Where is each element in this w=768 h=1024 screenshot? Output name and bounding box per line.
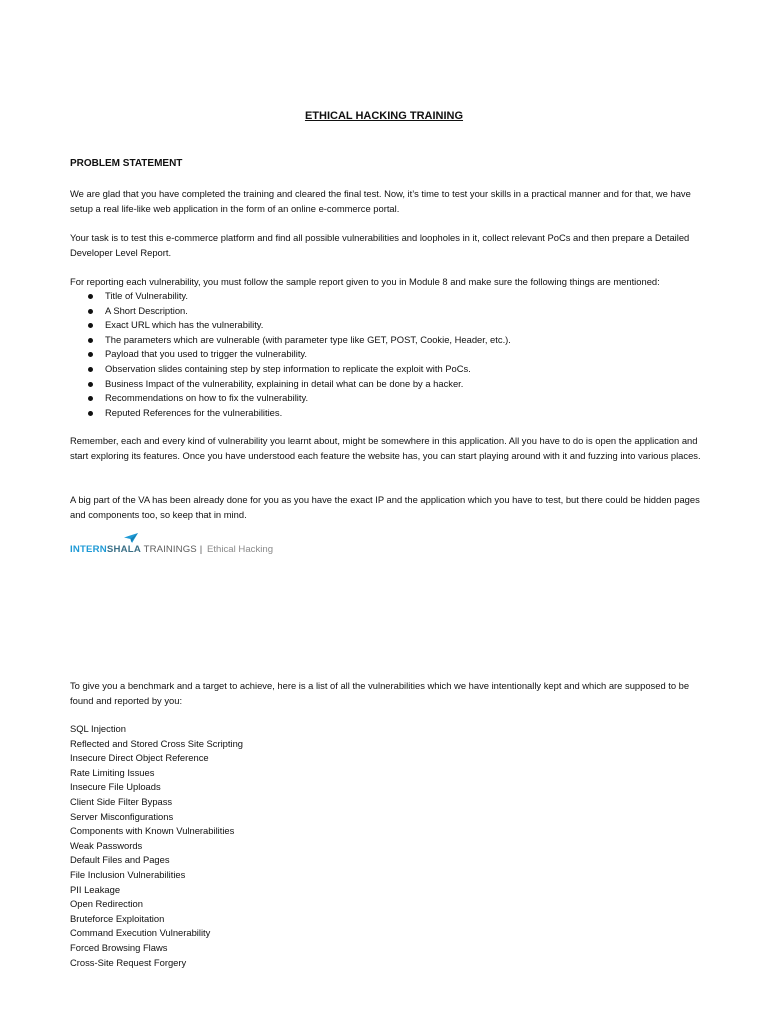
brand-wordmark <box>70 544 273 556</box>
remember-paragraph: Remember, each and every kind of vulnerability you learnt about, might be somewhere in this application. All you have to do is open the application and start exploring its features. Once you have understood each feature the website has, you can start playing around with it and fuzzing into various places. <box>70 435 701 461</box>
brand-shala-text: SHALA <box>106 544 141 555</box>
vulnerability-list <box>70 722 243 970</box>
bullet-icon <box>88 323 93 328</box>
paper-plane-icon <box>124 533 138 543</box>
intro-paragraph: We are glad that you have completed the training and cleared the final test. Now, it’s time to test your skills in a practical manner and for that, we have setup a real life-like web application in the form of an online e-commerce portal. <box>70 188 691 214</box>
report-requirement-item: Payload that you used to trigger the vulnerability. <box>84 347 511 362</box>
report-requirement-item: A Short Description. <box>84 304 511 319</box>
vulnerability-item: File Inclusion Vulnerabilities <box>70 868 186 880</box>
report-requirement-item: Exact URL which has the vulnerability. <box>84 318 511 333</box>
vulnerability-item: Reflected and Stored Cross Site Scripting <box>70 737 244 749</box>
brand-separator: | <box>199 544 203 555</box>
report-requirement-item: Observation slides containing step by step information to replicate the exploit with PoCs. <box>84 362 511 377</box>
benchmark-paragraph: To give you a benchmark and a target to achieve, here is a list of all the vulnerabilities which we have intentionally kept and which are supposed to be found and reported by you: <box>70 680 690 706</box>
reporting-paragraph: For reporting each vulnerability, you must follow the sample report given to you in Module 8 and make sure the following things are mentioned: <box>70 276 660 287</box>
report-requirement-item: Business Impact of the vulnerability, explaining in detail what can be done by a hacker. <box>84 377 511 392</box>
bullet-icon <box>88 352 93 357</box>
internshala-trainings-logo <box>70 533 290 559</box>
vulnerability-item: Command Execution Vulnerability <box>70 927 211 939</box>
report-requirement-item: Reputed References for the vulnerabilities. <box>84 406 511 421</box>
vulnerability-item: Bruteforce Exploitation <box>70 912 165 924</box>
vulnerability-item: PII Leakage <box>70 883 121 895</box>
vulnerability-item: Forced Browsing Flaws <box>70 941 168 953</box>
vulnerability-item: Rate Limiting Issues <box>70 766 155 778</box>
report-requirements-list <box>84 289 511 420</box>
vulnerability-item: SQL Injection <box>70 723 126 734</box>
vulnerability-item: Default Files and Pages <box>70 854 170 866</box>
document-title: ETHICAL HACKING TRAINING <box>304 110 464 122</box>
task-paragraph: Your task is to test this e-commerce platform and find all possible vulnerabilities and loopholes in it, collect relevant PoCs and then prepare a Detailed Developer Level Report. <box>70 232 690 258</box>
bullet-icon <box>88 367 93 372</box>
vulnerability-item: Cross-Site Request Forgery <box>70 956 187 968</box>
vulnerability-item: Weak Passwords <box>70 839 143 851</box>
brand-course-text: Ethical Hacking <box>206 544 274 555</box>
bullet-icon <box>88 396 93 401</box>
report-requirement-item: The parameters which are vulnerable (with parameter type like GET, POST, Cookie, Header, etc.). <box>84 333 511 348</box>
brand-intern-text: INTERN <box>70 544 107 555</box>
vulnerability-item: Open Redirection <box>70 898 143 910</box>
vulnerability-item: Insecure Direct Object Reference <box>70 752 209 764</box>
bullet-icon <box>88 382 93 387</box>
problem-statement-heading: PROBLEM STATEMENT <box>70 158 183 169</box>
va-paragraph: A big part of the VA has been already done for you as you have the exact IP and the application which you have to test, but there could be hidden pages and components too, so keep that in mind. <box>70 494 700 520</box>
bullet-icon <box>88 411 93 416</box>
brand-trainings-text: TRAININGS <box>143 544 197 555</box>
vulnerability-item: Client Side Filter Bypass <box>70 795 173 807</box>
vulnerability-item: Insecure File Uploads <box>70 781 161 793</box>
bullet-icon <box>88 338 93 343</box>
bullet-icon <box>88 294 93 299</box>
report-requirement-item: Title of Vulnerability. <box>84 289 511 304</box>
bullet-icon <box>88 309 93 314</box>
report-requirement-item: Recommendations on how to fix the vulnerability. <box>84 391 511 406</box>
vulnerability-item: Components with Known Vulnerabilities <box>70 825 235 837</box>
vulnerability-item: Server Misconfigurations <box>70 810 174 822</box>
